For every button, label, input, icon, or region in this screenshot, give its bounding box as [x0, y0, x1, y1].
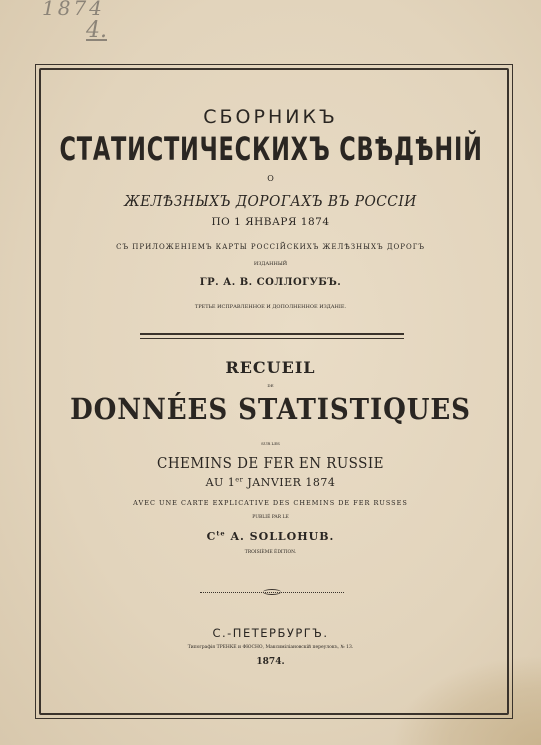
french-title-line2: DE — [267, 383, 274, 388]
french-map-line: AVEC UNE CARTE EXPLICATIVE DES CHEMINS DE FER RUSSES — [133, 499, 408, 507]
french-title-line3: DONNÉES STATISTIQUES — [70, 392, 471, 426]
ornament-center — [263, 589, 281, 595]
imprint-year: 1874. — [256, 657, 285, 667]
divider-rule — [140, 333, 404, 339]
french-edition: TROISIÈME ÉDITION. — [244, 550, 297, 555]
pencil-note-year: 1874 — [42, 0, 105, 20]
russian-author: ГР. А. В. СОЛЛОГУБЪ. — [199, 277, 342, 288]
pencil-note-number: 4. — [86, 18, 107, 43]
russian-title-line2: СТАТИСТИЧЕСКИХЪ СВѢДѢНІЙ — [59, 130, 483, 168]
russian-map-line: СЪ ПРИЛОЖЕНІЕМЪ КАРТЫ РОССІЙСКИХЪ ЖЕЛѢЗНЫХЪ ДОРОГЪ — [116, 243, 425, 251]
imprint-printer: Типографія ТРЕНКЕ и ФЮСНО, Максиміліановскій переулокъ, № 13. — [187, 645, 354, 650]
french-title-line4: SUR LES — [261, 441, 280, 446]
russian-title-line1: СБОРНИКЪ — [203, 106, 338, 128]
russian-edition: ТРЕТЬЕ ИСПРАВЛЕННОЕ И ДОПОЛНЕННОЕ ИЗДАНІЕ. — [194, 304, 347, 310]
french-date-line: AU 1er JANVIER 1874 — [205, 475, 336, 489]
russian-date-line: ПО 1 ЯНВАРЯ 1874 — [211, 216, 330, 228]
french-author: $C^{te}$ A. SOLLOHUB. — [206, 529, 335, 543]
russian-title-line4: ЖЕЛѢЗНЫХЪ ДОРОГАХЪ ВЪ РОССІИ — [124, 192, 417, 210]
french-published-by: PUBLIÉ PAR LE — [252, 515, 289, 520]
imprint-city: С.-ПЕТЕРБУРГЪ. — [212, 626, 329, 640]
french-title-line5: CHEMINS DE FER EN RUSSIE — [157, 454, 384, 472]
russian-published-by: ИЗДАННЫЙ — [253, 261, 288, 267]
french-title-line1: RECUEIL — [225, 358, 316, 377]
russian-title-line3: О — [267, 174, 274, 183]
